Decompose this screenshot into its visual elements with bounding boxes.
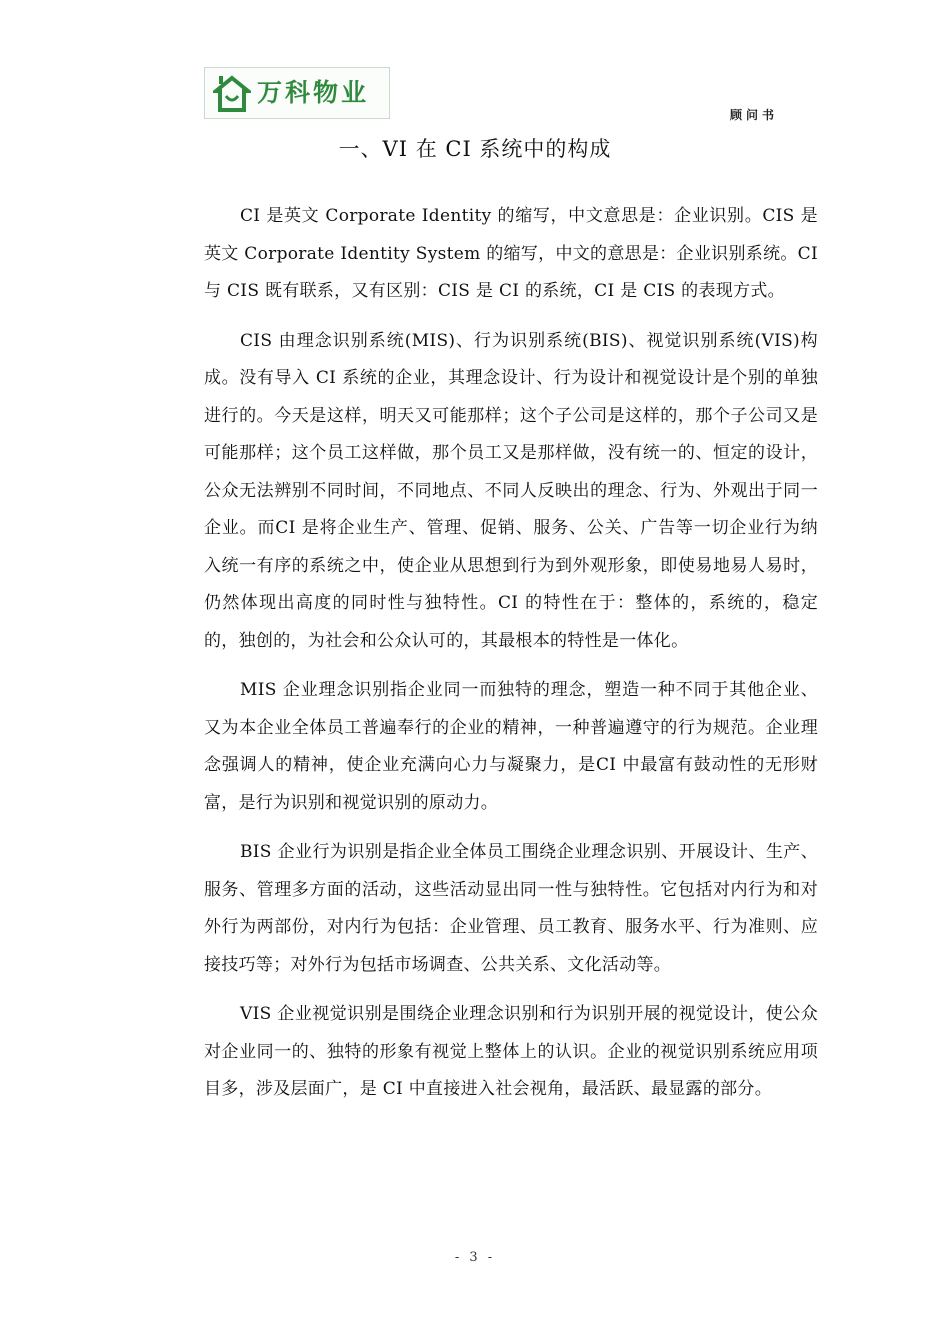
paragraph-ci-definition: CI 是英文 Corporate Identity 的缩写，中文意思是：企业识别。CIS 是英文 Corporate Identity System 的缩写，中文的意思是：企业识别系统。CI 与 CIS 既有联系，又有区别：CIS 是 CI 的系统，CI 是 CIS 的表现方式。 <box>204 206 818 301</box>
section-title: 一、VI 在 CI 系统中的构成 <box>338 137 612 161</box>
paragraph-mis: MIS 企业理念识别指企业同一而独特的理念，塑造一种不同于其他企业、又为本企业全体员工普遍奉行的企业的精神，一种普遍遵守的行为规范。企业理念强调人的精神，使企业充满向心力与凝聚力，是CI 中最富有鼓动性的无形财富，是行为识别和视觉识别的原动力。 <box>204 680 818 813</box>
paragraph-bis: BIS 企业行为识别是指企业全体员工围绕企业理念识别、开展设计、生产、服务、管理多方面的活动，这些活动显出同一性与独特性。它包括对内行为和对外行为两部份，对内行为包括：企业管理、员工教育、服务水平、行为准则、应接技巧等；对外行为包括市场调查、公共关系、文化活动等。 <box>204 842 818 975</box>
document-body <box>204 198 818 1121</box>
page-number: - 3 - <box>454 1250 496 1265</box>
logo-text: 万科物业 <box>257 78 370 107</box>
paragraph-cis-composition: CIS 由理念识别系统(MIS)、行为识别系统(BIS)、视觉识别系统(VIS)构成。没有导入 CI 系统的企业，其理念设计、行为设计和视觉设计是个别的单独进行的。今天是这样，明天又可能那样；这个子公司是这样的，那个子公司又是可能那样；这个员工这样做，那个员工又是那样做，没有统一的、恒定的设计，公众无法辨别不同时间，不同地点、不同人反映出的理念、行为、外观出于同一企业。而CI 是将企业生产、管理、促销、服务、公关、广告等一切企业行为纳入统一有序的系统之中，使企业从思想到行为到外观形象，即使易地易人易时，仍然体现出高度的同时性与独特性。CI 的特性在于：整体的，系统的，稳定的，独创的，为社会和公众认可的，其最根本的特性是一体化。 <box>204 330 818 651</box>
document-type-tag: 顾问书 <box>730 108 779 122</box>
house-logo-icon <box>213 74 251 114</box>
paragraph-vis: VIS 企业视觉识别是围绕企业理念识别和行为识别开展的视觉设计，使公众对企业同一的、独特的形象有视觉上整体上的认识。企业的视觉识别系统应用项目多，涉及层面广，是 CI 中直接进入社会视角，最活跃、最显露的部分。 <box>204 1004 818 1099</box>
company-logo <box>204 67 390 119</box>
